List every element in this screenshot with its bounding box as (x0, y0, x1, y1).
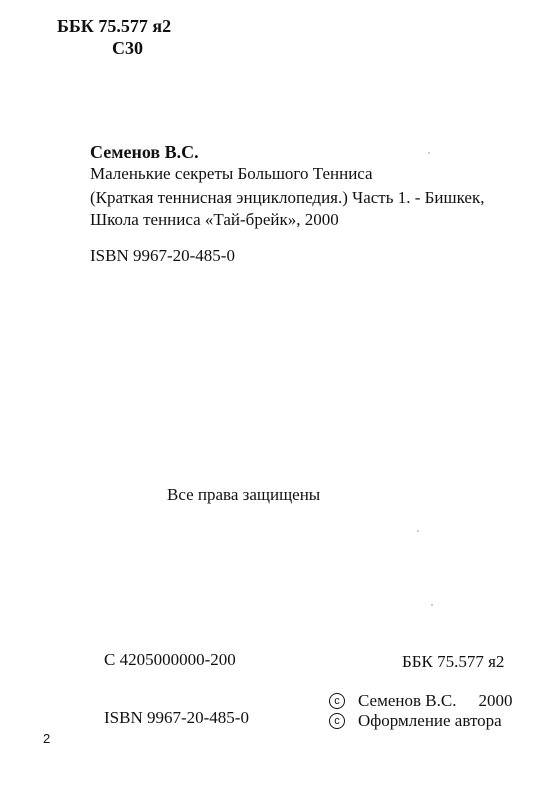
isbn-footer: ISBN 9967-20-485-0 (104, 708, 249, 727)
scan-speck (431, 604, 433, 606)
book-details: (Краткая теннисная энциклопедия.) Часть 1. - Бишкек, (90, 188, 485, 207)
copyright-author-row (329, 690, 512, 712)
publisher-line: Школа тенниса «Тай-брейк», 2000 (90, 210, 339, 229)
author-name: Семенов В.С. (90, 142, 199, 162)
book-title: Маленькие секреты Большого Тенниса (90, 164, 373, 183)
copyright-design-row (329, 710, 502, 732)
catalog-code: С 4205000000-200 (104, 650, 236, 669)
page-number: 2 (43, 731, 51, 746)
copyright-holder: Семенов В.С. (358, 691, 457, 710)
bbk-footer: ББК 75.577 я2 (402, 652, 505, 671)
rights-notice: Все права защищены (167, 485, 321, 504)
author-mark-code: С30 (112, 38, 143, 58)
scan-speck (428, 152, 430, 154)
copyright-icon: c (329, 693, 345, 709)
isbn-main: ISBN 9967-20-485-0 (90, 246, 235, 265)
copyright-icon: c (329, 713, 345, 729)
copyright-holder: Оформление автора (358, 711, 502, 730)
copyright-year: 2000 (478, 691, 513, 710)
scan-speck (417, 530, 419, 532)
bbk-classification: ББК 75.577 я2 (57, 16, 172, 36)
